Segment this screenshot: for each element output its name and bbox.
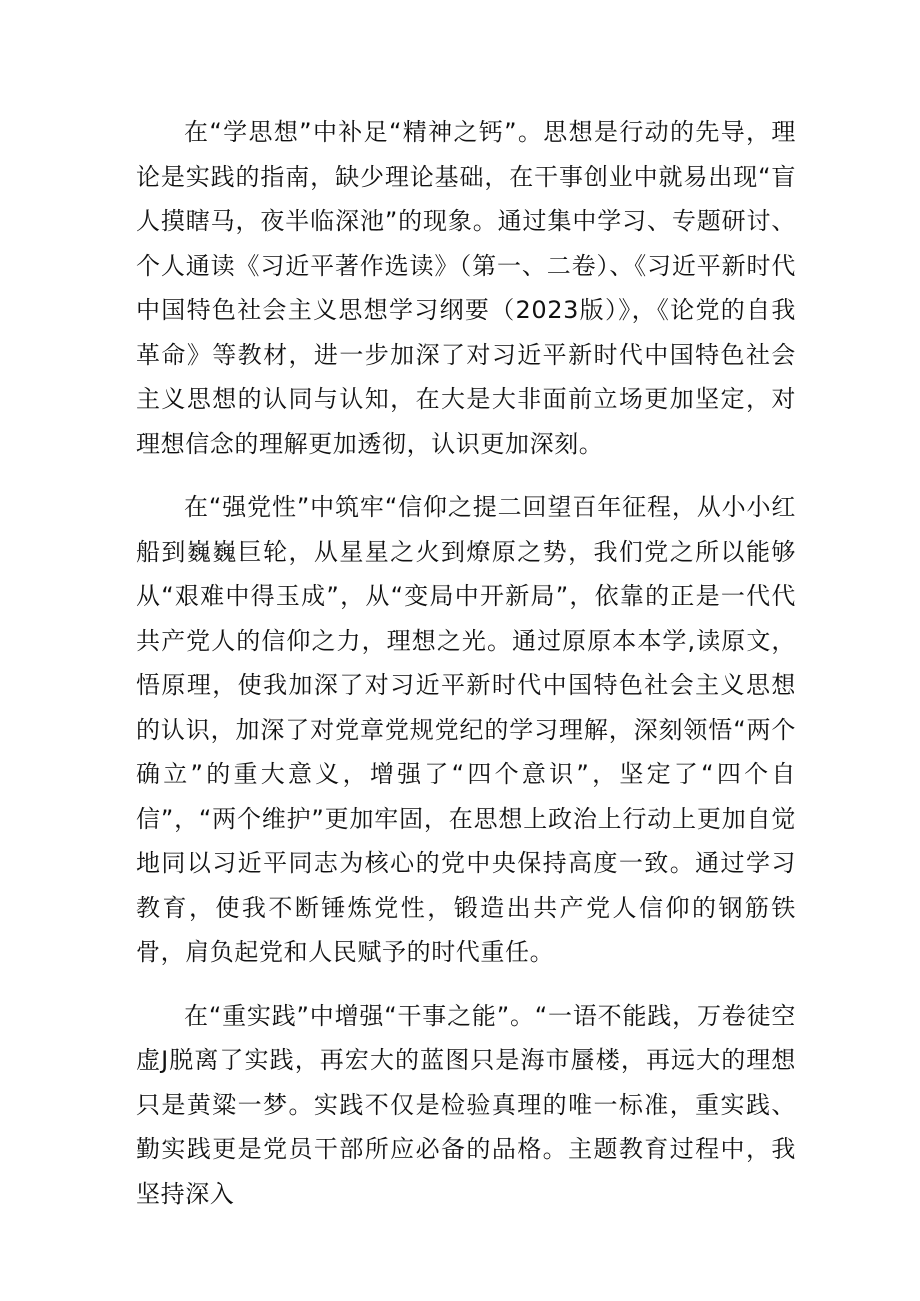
paragraph-emphasize-practice: 在“重实践”中增强“干事之能”。“一语不能践，万卷徒空虚J脱离了实践，再宏大的蓝图只是海市蜃楼，再远大的理想只是黄粱一梦。实践不仅是检验真理的唯一标准，重实践、勤实践更是党员干部所应必备的品格。主题教育过程中，我坚持深入 xyxy=(136,1001,796,1208)
paragraph-strengthen-party-spirit: 在“强党性”中筑牢“信仰之提二回望百年征程，从小小红船到巍巍巨轮，从星星之火到燎原之势，我们党之所以能够从“艰难中得玉成”，从“变局中开新局”，依靠的正是一代代共产党人的信仰之力，理想之光。通过原原本本学,读原文，悟原理，使我加深了对习近平新时代中国特色社会主义思想的认识，加深了对党章党规党纪的学习理解，深刻领悟“两个确立”的重大意义，增强了“四个意识”，坚定了“四个自信”，“两个维护”更加牢固，在思想上政治上行动上更加自觉地同以习近平同志为核心的党中央保持高度一致。通过学习教育，使我不断锤炼党性，锻造出共产党人信仰的钢筋铁骨，肩负起党和人民赋予的时代重任。 xyxy=(136,493,796,966)
document-body xyxy=(136,110,796,1216)
paragraph-study-thought: 在“学思想”中补足“精神之钙”。思想是行动的先导，理论是实践的指南，缺少理论基础，在干事创业中就易出现“盲人摸瞎马，夜半临深池”的现象。通过集中学习、专题研讨、个人通读《习近平著作选读》（第一、二卷）、《习近平新时代中国特色社会主义思想学习纲要（2023版）》，《论党的自我革命》等教材，进一步加深了对习近平新时代中国特色社会主义思想的认同与认知，在大是大非面前立场更加坚定，对理想信念的理解更加透彻，认识更加深刻。 xyxy=(136,118,796,458)
